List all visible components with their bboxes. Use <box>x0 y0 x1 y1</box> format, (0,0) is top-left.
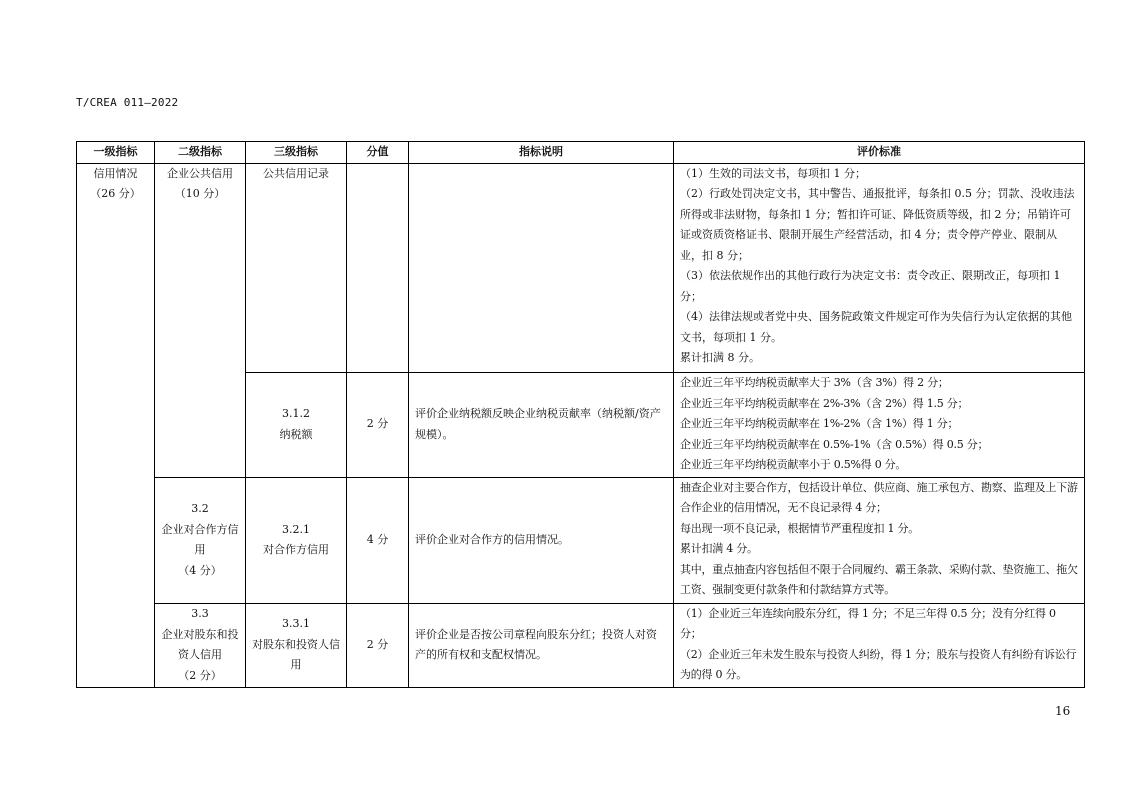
level1-cell <box>77 163 155 687</box>
level2-score: （10 分） <box>174 187 226 200</box>
criteria-line: 企业近三年平均纳税贡献率在 0.5%-1%（含 0.5%）得 0.5 分； <box>680 437 989 451</box>
criteria-line: （1）生效的司法文书，每项扣 1 分； <box>680 166 866 180</box>
level2-cell <box>155 163 246 477</box>
level2-score: （4 分） <box>178 563 222 577</box>
criteria-line: （3）依法依规作出的其他行政行为决定文书：责令改正、限期改正，每项扣 1 分； <box>680 269 1061 303</box>
document-code: T/CREA 011—2022 <box>76 96 179 109</box>
description-cell <box>409 163 674 372</box>
criteria-line: 企业近三年平均纳税贡献率大于 3%（含 3%）得 2 分； <box>680 376 949 390</box>
level3-name: 对合作方信用 <box>263 543 329 556</box>
column-header-level1: 一级指标 <box>77 142 155 164</box>
level2-cell <box>155 477 246 603</box>
level2-name: 企业对合作方信用 <box>161 522 239 556</box>
criteria-line: 企业近三年平均纳税贡献率在 2%-3%（含 2%）得 1.5 分； <box>680 396 969 410</box>
column-header-criteria: 评价标准 <box>674 142 1085 164</box>
criteria-line: 其中，重点抽查内容包括但不限于合同履约、霸王条款、采购付款、垫资施工、拖欠工资、强制变更付款条件和付款结算方式等。 <box>680 562 1078 596</box>
page-number: 16 <box>1055 704 1071 718</box>
level1-name: 信用情况 <box>93 166 138 180</box>
criteria-line: 累计扣满 8 分。 <box>680 351 760 364</box>
score-cell: 4 分 <box>347 477 409 603</box>
level2-name: 企业对股东和投资人信用 <box>161 627 239 661</box>
table-header-row <box>77 142 1085 164</box>
score-cell: 2 分 <box>347 603 409 687</box>
level2-cell <box>155 603 246 687</box>
table-row <box>77 603 1085 687</box>
criteria-line: 企业近三年平均纳税贡献率在 1%-2%（含 1%）得 1 分； <box>680 417 959 431</box>
level2-score: （2 分） <box>178 668 222 682</box>
table-row <box>77 163 1085 372</box>
description-cell: 评价企业对合作方的信用情况。 <box>409 477 674 603</box>
criteria-line: 每出现一项不良记录，根据情节严重程度扣 1 分。 <box>680 521 919 535</box>
criteria-line: 抽查企业对主要合作方，包括设计单位、供应商、施工承包方、勘察、监理及上下游合作企业的信用情况，无不良记录得 4 分； <box>680 480 1078 514</box>
level3-cell <box>246 477 347 603</box>
level2-number: 3.3 <box>191 607 209 620</box>
level3-number: 3.1.2 <box>282 407 310 420</box>
criteria-line: （4）法律法规或者党中央、国务院政策文件规定可作为失信行为认定依据的其他文书，每项扣 1 分。 <box>680 310 1072 344</box>
level2-number: 3.2 <box>191 502 209 515</box>
criteria-cell <box>674 163 1085 372</box>
description-cell: 评价企业是否按公司章程向股东分红；投资人对资产的所有权和支配权情况。 <box>409 603 674 687</box>
level3-name: 纳税额 <box>279 427 313 441</box>
criteria-line: （2）行政处罚决定文书，其中警告、通报批评，每条扣 0.5 分；罚款、没收违法所得或非法财物，每条扣 1 分；暂扣许可证、降低资质等级，扣 2 分；吊销许可证或资质资格证书、限制开展生产经营活动，扣 4 分；责令停产停业、限制从业，扣 8 分； <box>680 187 1075 262</box>
level3-name: 对股东和投资人信用 <box>252 637 340 672</box>
table-row <box>77 477 1085 603</box>
criteria-cell <box>674 477 1085 603</box>
criteria-cell <box>674 372 1085 477</box>
level3-cell <box>246 372 347 477</box>
level3-number: 3.3.1 <box>282 617 310 631</box>
criteria-line: 累计扣满 4 分。 <box>680 542 758 555</box>
level1-score: （26 分） <box>90 187 141 200</box>
level3-name: 公共信用记录 <box>263 166 329 180</box>
column-header-level3: 三级指标 <box>246 142 347 164</box>
criteria-line: 企业近三年平均纳税贡献率小于 0.5%得 0 分。 <box>680 458 907 472</box>
level3-number: 3.2.1 <box>282 522 310 536</box>
level2-name: 企业公共信用 <box>167 166 233 180</box>
criteria-line: （1）企业近三年连续向股东分红，得 1 分；不足三年得 0.5 分；没有分红得 0 分； <box>680 606 1056 640</box>
level3-cell <box>246 603 347 687</box>
criteria-line: （2）企业近三年未发生股东与投资人纠纷，得 1 分；股东与投资人有纠纷有诉讼行为的得 0 分。 <box>680 647 1077 681</box>
level3-cell <box>246 163 347 372</box>
column-header-description: 指标说明 <box>409 142 674 164</box>
criteria-cell <box>674 603 1085 687</box>
description-cell: 评价企业纳税额反映企业纳税贡献率（纳税额/资产规模）。 <box>409 372 674 477</box>
column-header-level2: 二级指标 <box>155 142 246 164</box>
column-header-score: 分值 <box>347 142 409 164</box>
evaluation-criteria-table <box>76 141 1085 688</box>
score-cell: 2 分 <box>347 372 409 477</box>
score-cell <box>347 163 409 372</box>
